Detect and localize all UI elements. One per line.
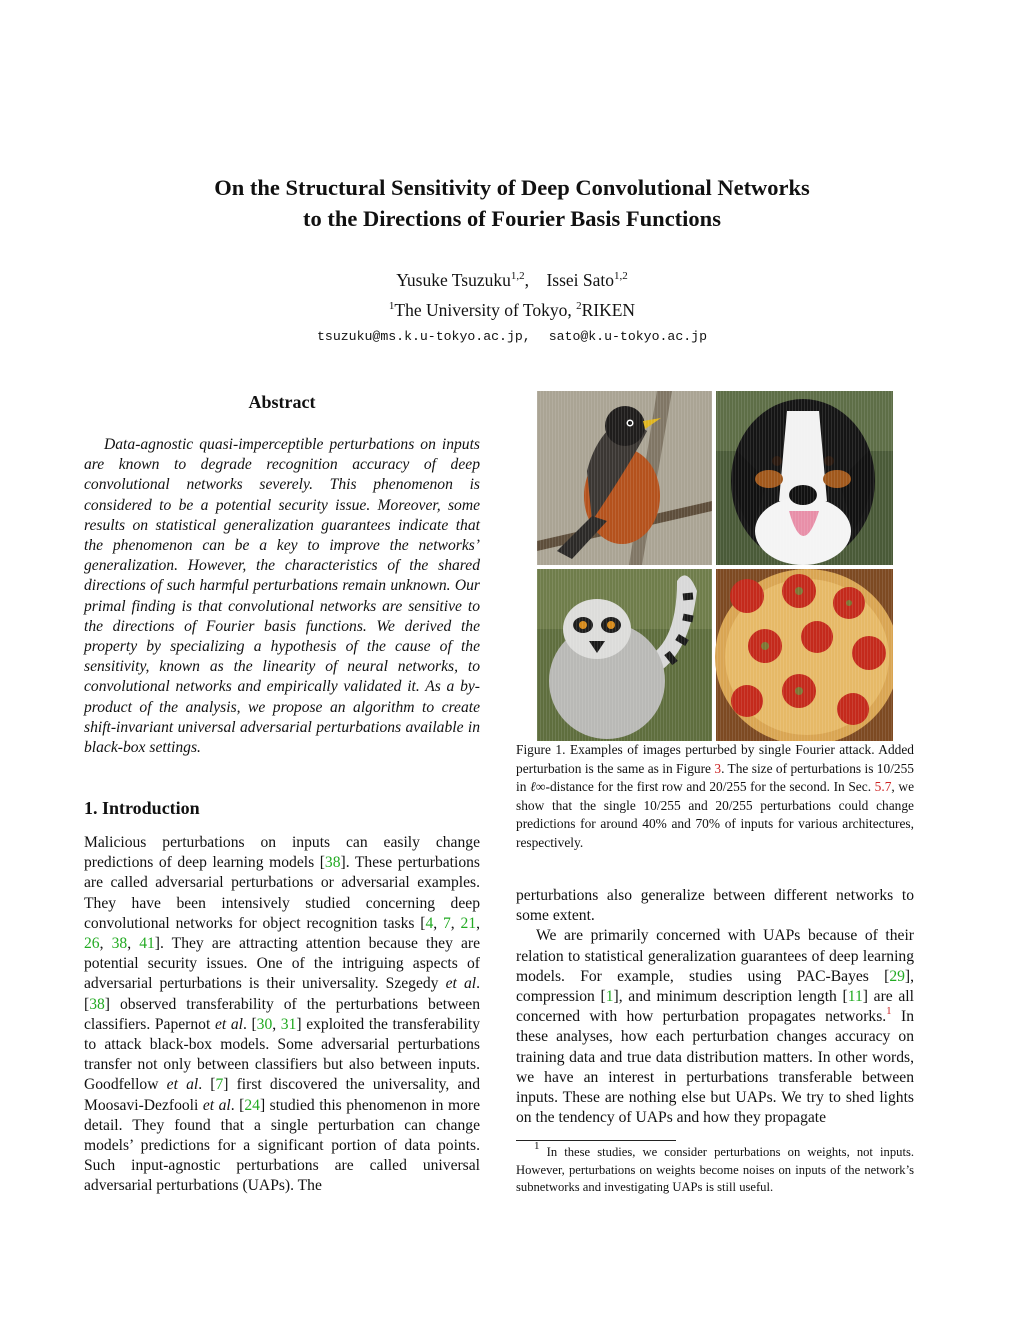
- email-1: tsuzuku@ms.k.u-tokyo.ac.jp,: [317, 329, 531, 344]
- section-reference[interactable]: 5.7: [874, 779, 892, 795]
- intro-text: . [: [242, 1015, 257, 1033]
- footnote-marker[interactable]: 1: [886, 1005, 892, 1018]
- et-al: et al: [166, 1076, 199, 1094]
- citation[interactable]: 38: [89, 995, 105, 1013]
- footnote-text: In these studies, we consider perturbations on weights, not inputs. However, perturbations on weights become noises on inputs of the network’s subnetworks and investigating UAPs is still useful.: [516, 1145, 914, 1194]
- caption-value: 10/255: [643, 797, 681, 813]
- caption-text: in: [516, 779, 531, 795]
- intro-text: ] observed transferability of the perturbations between classifiers. Papernot: [84, 995, 480, 1033]
- authors: Yusuke Tsuzuku$^{1,2}$, Issei Sato$^{1,2}$: [396, 270, 628, 290]
- affiliations: [0, 300, 1024, 321]
- affil-mark-1: 1: [388, 300, 395, 312]
- citation[interactable]: 7: [443, 914, 451, 932]
- citation[interactable]: 30: [256, 1015, 273, 1033]
- robin-image: [537, 391, 712, 565]
- affiliation-2: RIKEN: [581, 300, 636, 320]
- affiliation-1: The University of Tokyo,: [394, 300, 577, 320]
- section-heading-introduction: 1. Introduction: [84, 798, 200, 818]
- footnote-divider: [516, 1140, 676, 1141]
- intro-text: ]. These perturbations are called adversarial perturbations or adversarial examples. They have been intensively studied concerning deep convolutional networks for object recognition tasks [: [84, 854, 480, 932]
- intro-text: ] first discovered the universality, and Moosavi-Dezfooli: [84, 1076, 480, 1114]
- et-al: et al: [202, 1096, 231, 1114]
- caption-text: . The size of perturbations is: [721, 760, 877, 776]
- caption-text: and: [680, 797, 716, 813]
- caption-text: of inputs for various architectures, respectively.: [516, 816, 914, 850]
- citation[interactable]: 4: [425, 914, 434, 932]
- caption-text: Figure 1. Examples of images perturbed by single Fourier attack. Added perturbation is the same as in Figure: [516, 742, 914, 776]
- et-al: et al: [214, 1015, 243, 1033]
- emails: [0, 329, 1024, 344]
- citation[interactable]: 41: [139, 935, 155, 953]
- caption-value: 20/255: [715, 797, 753, 813]
- dog-image: [716, 391, 893, 565]
- citation[interactable]: 38: [111, 935, 128, 953]
- citation[interactable]: 11: [847, 988, 863, 1006]
- affil-mark-2: 2: [576, 300, 582, 312]
- caption-text: perturbations could change predictions for around: [516, 797, 914, 832]
- caption-text: , we show that the single: [516, 779, 915, 813]
- intro-text: Malicious perturbations on inputs can easily change predictions of deep learning models [: [84, 834, 480, 872]
- caption-value: 40%: [642, 816, 667, 832]
- figure-1-caption: [516, 741, 914, 853]
- citation[interactable]: 7: [215, 1076, 224, 1094]
- citation[interactable]: 1: [605, 988, 614, 1006]
- paper-title: [0, 172, 1024, 234]
- caption-text: for the second. In Sec.: [746, 779, 875, 795]
- citation[interactable]: 29: [889, 967, 905, 985]
- author-1: Yusuke Tsuzuku: [396, 270, 511, 290]
- intro-text: ]. They are attracting attention because they are potential security issues. One of the intriguing aspects of adversarial perturbations is their universality. Szegedy: [84, 935, 481, 993]
- citation[interactable]: 21: [460, 914, 477, 932]
- intro-text: ] studied this phenomenon in more detail. They found that a single perturbation can change models’ predictions for a significant portion of data points. Such input-agnostic perturbations are called universal adversarial perturbations (UAPs). The: [84, 1096, 480, 1195]
- intro-text: . [: [198, 1076, 216, 1094]
- caption-value: 20/255: [709, 779, 747, 795]
- body-text: ] are all concerned with how perturbation propagates networks.: [516, 988, 914, 1026]
- body-text: ], and minimum description length [: [613, 988, 848, 1006]
- norm-symbol: ℓ∞: [530, 779, 546, 795]
- et-al: et al: [445, 975, 477, 993]
- citation[interactable]: 38: [324, 854, 341, 872]
- intro-text: . [: [84, 975, 480, 1013]
- author-1-affil: 1,2: [510, 270, 525, 282]
- citation[interactable]: 24: [244, 1096, 260, 1114]
- caption-text: and: [666, 816, 696, 832]
- introduction-paragraph: Malicious perturbations on inputs can easily change predictions of deep learning models [38]. These perturbations are called adversarial perturbations or adversarial examples. They have been intensively studied concerning deep convolutional networks for object recognition tasks [4, 7, 21, 26, 38, 41]. They are attracting attention because they are potential security issues. One of the intriguing aspects of adversarial perturbations is their universality. Szegedy et al. [38] observed transferability of the perturbations between classifiers. Papernot et al. [30, 31] exploited the transferability to attack black-box models. Some adversarial perturbations transfer not only between classifiers but also between inputs. Goodfellow et al. [7] first discovered the universality, and Moosavi-Dezfooli et al. [24] studied this phenomenon in more detail. They found that a single perturbation can change models’ predictions for a significant portion of data points. Such input-agnostic perturbations are called universal adversarial perturbations (UAPs). The: [84, 834, 481, 1195]
- abstract-text: Data-agnostic quasi-imperceptible perturbations on inputs are known to degrade recognition accuracy of deep convolutional networks severely. This phenomenon is considered to be a potential security issue. Moreover, some results on statistical generalization guarantees indicate that the phenomenon can be a key to improve the networks’ generalization. However, the characteristics of the shared directions of such harmful perturbations remain unknown. Our primal finding is that convolutional networks are sensitive to the directions of Fourier basis functions. We derived the property by specializing a hypothesis of the cause of the sensitivity, known as the linearity of neural networks, to convolutional networks and empirically validated it. As a by-product of the analysis, we propose an algorithm to create shift-invariant universal adversarial perturbations available in black-box settings.: [84, 436, 480, 757]
- caption-value: 70%: [695, 816, 721, 832]
- body-text: In these analyses, how each perturbation changes accuracy on training data and true data distribution matters. In other words, we have an interest in perturbations transferable between inputs. These are nothing else but UAPs. We try to shed lights on the tendency of UAPs and how they propagate: [516, 1008, 915, 1127]
- caption-value: 10/255: [876, 760, 914, 776]
- email-2: sato@k.u-tokyo.ac.jp: [548, 329, 707, 344]
- right-column-body: [516, 886, 914, 1128]
- lemur-image: [537, 569, 712, 741]
- body-text: We are primarily concerned with UAPs because of their relation to statistical generalization guarantees of deep learning models. For example, studies using PAC-Bayes [: [516, 927, 914, 985]
- abstract-heading: Abstract: [248, 392, 316, 412]
- footnote-number: 1: [534, 1140, 540, 1152]
- author-2-affil: 1,2: [614, 270, 628, 282]
- pizza-image: [715, 569, 893, 741]
- paragraph: perturbations also generalize between different networks to some extent.: [516, 887, 914, 925]
- intro-text: . [: [230, 1096, 245, 1114]
- citation[interactable]: 26: [84, 935, 100, 953]
- title-line-1: On the Structural Sensitivity of Deep Convolutional Networks: [214, 175, 810, 200]
- caption-text: -distance for the first row and: [545, 779, 710, 795]
- citation[interactable]: 31: [280, 1015, 297, 1033]
- intro-text: ] exploited the transferability to attack black-box models. Some adversarial perturbations transfer not only between classifiers but also between inputs. Goodfellow: [84, 1015, 480, 1094]
- figure-reference[interactable]: 3: [714, 760, 722, 776]
- paragraph: [516, 926, 914, 1128]
- footnote: [516, 1140, 914, 1197]
- figure-1: [537, 391, 893, 741]
- title-line-2: to the Directions of Fourier Basis Functions: [303, 206, 721, 231]
- body-text: ], compression [: [516, 967, 914, 1006]
- author-2: Issei Sato: [546, 270, 615, 290]
